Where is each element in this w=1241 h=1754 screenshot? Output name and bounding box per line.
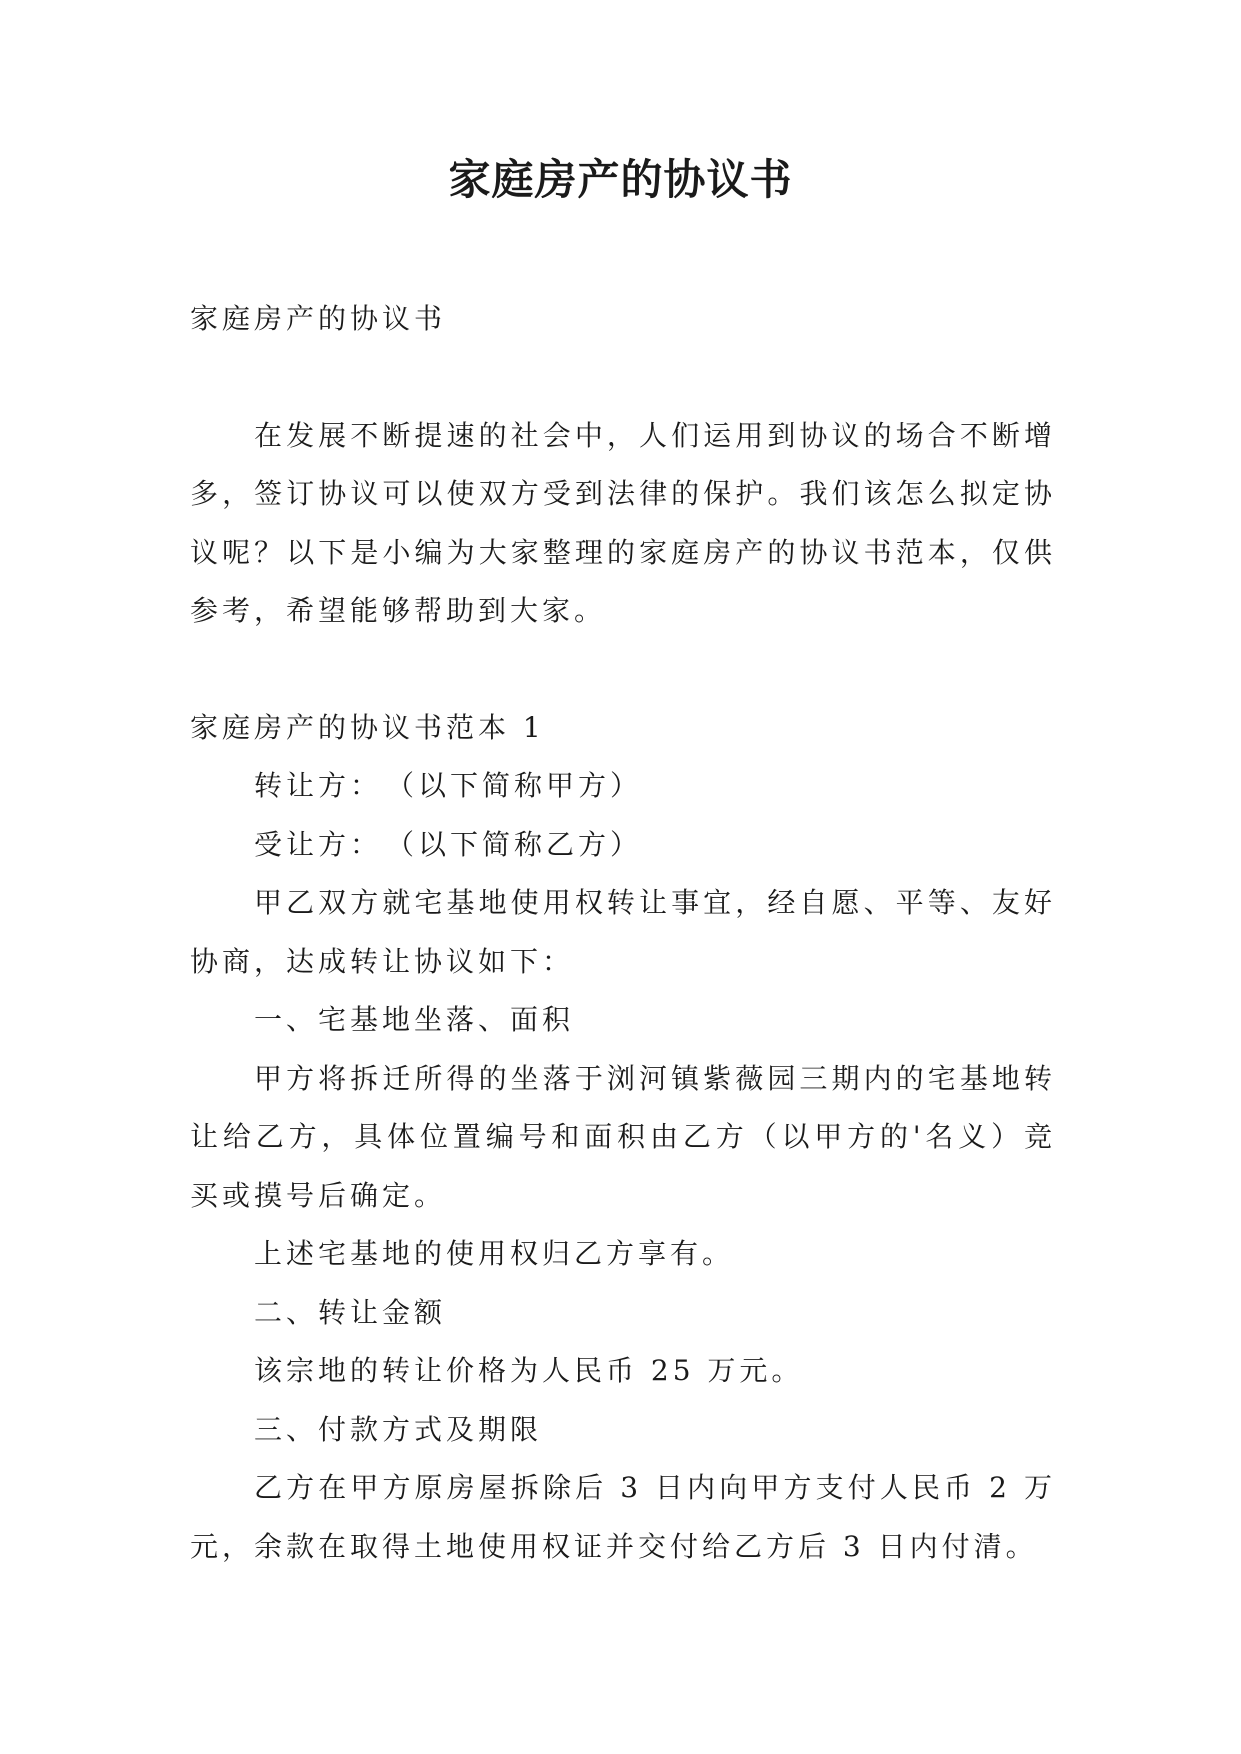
clause-heading-2: 二、转让金额: [254, 1295, 447, 1329]
document-title: 家庭房产的协议书: [448, 155, 793, 204]
document-body: [190, 290, 1056, 1576]
clause-heading-3: 三、付款方式及期限: [254, 1412, 543, 1446]
agreement-paragraph: 甲乙双方就宅基地使用权转让事宜，经自愿、平等、友好协商，达成转让协议如下：: [190, 886, 1056, 978]
section-heading: 家庭房产的协议书范本 1: [190, 710, 545, 744]
clause-paragraph-3: 乙方在甲方原房屋拆除后 3 日内向甲方支付人民币 2 万元，余款在取得土地使用权证并交付给乙方后 3 日内付清。: [190, 1471, 1056, 1563]
subtitle-paragraph: 家庭房产的协议书: [190, 302, 447, 335]
transferor-line: 转让方： （以下简称甲方）: [254, 769, 643, 802]
clause-heading-1: 一、宅基地坐落、面积: [254, 1003, 575, 1036]
clause-paragraph-1b: 上述宅基地的使用权归乙方享有。: [254, 1237, 735, 1270]
transferee-line: 受让方： （以下简称乙方）: [254, 827, 643, 861]
clause-paragraph-2: 该宗地的转让价格为人民币 25 万元。: [254, 1354, 804, 1387]
clause-paragraph-1: 甲方将拆迁所得的坐落于浏河镇紫薇园三期内的宅基地转让给乙方，具体位置编号和面积由乙方（以甲方的'名义）竞买或摸号后确定。: [190, 1061, 1056, 1212]
intro-paragraph: 在发展不断提速的社会中，人们运用到协议的场合不断增多，签订协议可以使双方受到法律的保护。我们该怎么拟定协议呢？以下是小编为大家整理的家庭房产的协议书范本，仅供参考，希望能够帮助到大家。: [190, 418, 1056, 627]
